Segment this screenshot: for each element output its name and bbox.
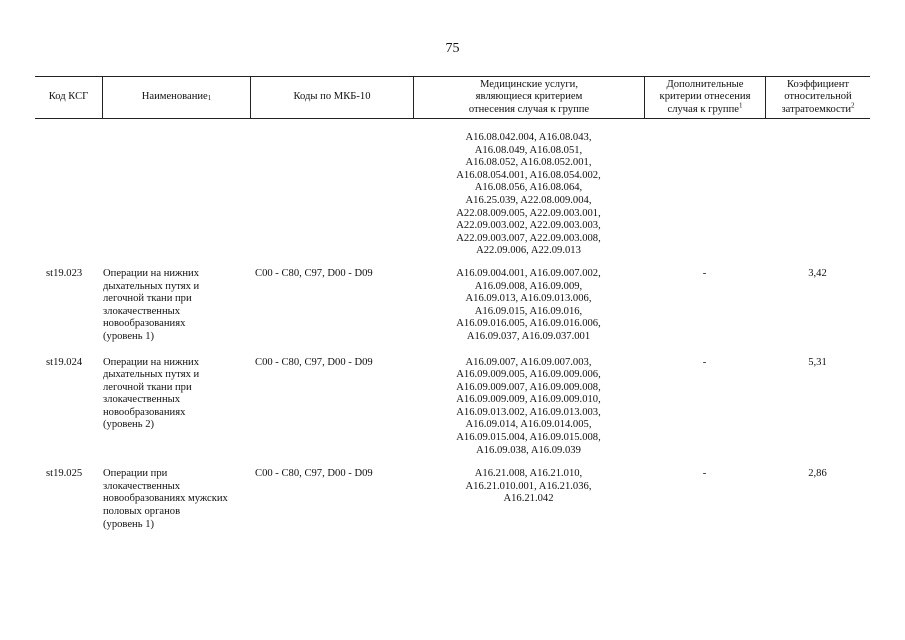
table-row (35, 357, 870, 458)
services-cell: A16.21.008, A16.21.010, A16.21.010.001, A16.21.036, A16.21.042 (465, 468, 592, 505)
icd-cell: C00 - C80, C97, D00 - D09 (255, 468, 373, 480)
header-additional: Дополнительные критерии отнесения случая к группе$^1$ (644, 77, 765, 118)
header-code: Код КСГ (48, 91, 89, 103)
header-coefficient: Коэффициент относительной затратоемкости$^2$ (765, 77, 870, 118)
table-row-continuation (35, 132, 870, 258)
name-cell: Операции на нижних дыхательных путях и легочной ткани при злокачественных новообразованиях (уровень 1) (103, 267, 200, 342)
name-cell: Операции при злокачественных новообразованиях мужских половых органов (уровень 1) (103, 468, 228, 530)
header-name: Наименование 1 (102, 77, 250, 118)
name-cell: Операции на нижних дыхательных путях и легочной ткани при злокачественных новообразованиях (уровень 2) (103, 356, 200, 431)
code-cell: st19.023 (46, 267, 83, 279)
table-header (35, 76, 870, 119)
table-row (35, 268, 870, 344)
icd-cell: C00 - C80, C97, D00 - D09 (255, 267, 373, 279)
coefficient-cell: 3,42 (808, 267, 827, 279)
header-services: Медицинские услуги, являющиеся критерием отнесения случая к группе (413, 77, 644, 118)
additional-cell: - (702, 267, 707, 279)
table-row (35, 468, 870, 531)
additional-cell: - (702, 356, 707, 368)
services-cell: A16.08.042.004, A16.08.043, A16.08.049, A16.08.051, A16.08.052, A16.08.052.001, A16.08.054.001, A16.08.054.002, A16.08.056, A16.08.064, A16.25.039, A22.08.009.004, A22.08.009.005, A22.09.003.001, A22.09.003.002, A22.09.003.003, A22.09.003.007, A22.09.003.008, A22.09.006, A22.09.013 (456, 132, 601, 257)
icd-cell: C00 - C80, C97, D00 - D09 (255, 356, 373, 368)
additional-cell: - (702, 468, 707, 480)
header-icd: Коды по МКБ-10 (250, 77, 413, 118)
code-cell: st19.024 (46, 356, 83, 368)
services-cell: A16.09.007, A16.09.007.003, A16.09.009.005, A16.09.009.006, A16.09.009.007, A16.09.009.008, A16.09.009.009, A16.09.009.010, A16.09.013.002, A16.09.013.003, A16.09.014, A16.09.014.005, A16.09.015.004, A16.09.015.008, A16.09.038, A16.09.039 (456, 356, 601, 456)
code-cell: st19.025 (46, 468, 83, 480)
page-number: 75 (445, 41, 460, 56)
ksg-table (35, 76, 870, 531)
services-cell: A16.09.004.001, A16.09.007.002, A16.09.008, A16.09.009, A16.09.013, A16.09.013.006, A16.09.015, A16.09.016, A16.09.016.005, A16.09.016.006, A16.09.037, A16.09.037.001 (456, 267, 601, 342)
coefficient-cell: 2,86 (808, 468, 827, 480)
coefficient-cell: 5,31 (808, 356, 827, 368)
